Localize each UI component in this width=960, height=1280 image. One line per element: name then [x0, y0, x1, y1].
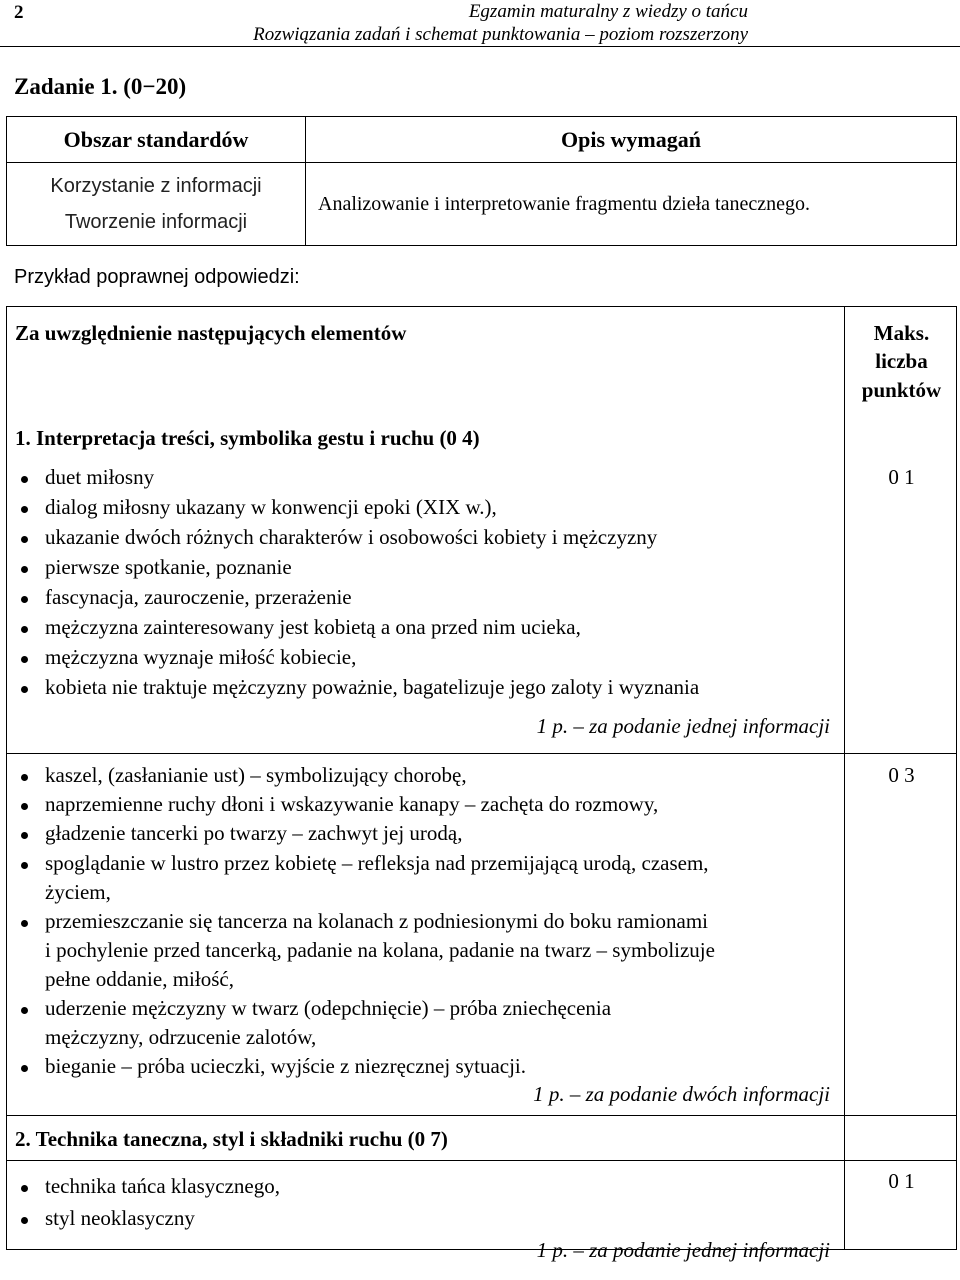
list-item: naprzemienne ruchy dłoni i wskazywanie kanapy – zachęta do rozmowy,	[45, 792, 659, 816]
bullet	[21, 506, 28, 513]
header-title-line1: Egzamin maturalny z wiedzy o tańcu	[468, 1, 748, 22]
group2-points: 0 3	[888, 763, 915, 787]
bullet	[21, 862, 28, 869]
group-divider-3	[7, 1160, 956, 1161]
points-header-line2: liczba	[875, 349, 928, 373]
bullet	[21, 476, 28, 483]
bullet	[21, 1065, 28, 1072]
standards-table	[6, 116, 957, 246]
list-item: styl neoklasyczny	[45, 1206, 195, 1230]
list-item-continuation: mężczyzny, odrzucenie zalotów,	[45, 1025, 317, 1049]
group3-note: 1 p. – za podanie jednej informacji	[536, 1238, 830, 1262]
list-item: uderzenie mężczyzny w twarz (odepchnięcie) – próba zniechęcenia	[45, 996, 612, 1020]
standards-col1-header: Obszar standardów	[7, 117, 306, 163]
example-label: Przykład poprawnej odpowiedzi:	[14, 266, 300, 288]
section2-title: 2. Technika taneczna, styl i składniki ruchu (0 7)	[15, 1127, 448, 1151]
list-item: technika tańca klasycznego,	[45, 1174, 280, 1198]
group-divider-1	[7, 753, 956, 754]
group1-note: 1 p. – za podanie jednej informacji	[536, 714, 830, 738]
standards-description: Analizowanie i interpretowanie fragmentu dzieła tanecznego.	[306, 163, 957, 246]
group2-note: 1 p. – za podanie dwóch informacji	[533, 1082, 830, 1106]
section1-title: 1. Interpretacja treści, symbolika gestu i ruchu (0 4)	[15, 426, 480, 450]
task-title: Zadanie 1. (0−20)	[14, 74, 187, 99]
group3-points: 0 1	[888, 1169, 915, 1193]
bullet	[21, 1007, 28, 1014]
bullet	[21, 566, 28, 573]
bullet	[21, 596, 28, 603]
bullet	[21, 1217, 28, 1224]
bullet	[21, 626, 28, 633]
list-item-continuation: życiem,	[45, 880, 111, 904]
list-item: kaszel, (zasłanianie ust) – symbolizujący chorobę,	[45, 763, 467, 787]
page-number: 2	[14, 2, 24, 23]
standards-area-cell	[7, 163, 306, 246]
list-item: przemieszczanie się tancerza na kolanach z podniesionymi do boku ramionami	[45, 909, 708, 933]
bullet	[21, 1185, 28, 1192]
points-header-line1: Maks.	[873, 321, 930, 345]
list-item: bieganie – próba ucieczki, wyjście z niezręcznej sytuacji.	[45, 1054, 527, 1078]
bullet	[21, 686, 28, 693]
bullet	[21, 832, 28, 839]
standards-area-line1: Korzystanie z informacji	[50, 175, 262, 197]
points-header-line3: punktów	[861, 378, 942, 402]
list-item: kobieta nie traktuje mężczyzny poważnie, bagatelizuje jego zaloty i wyznania	[45, 675, 700, 699]
elements-header: Za uwzględnienie następujących elementów	[15, 321, 407, 345]
scoring-table	[6, 306, 957, 1262]
bullet	[21, 803, 28, 810]
list-item: fascynacja, zauroczenie, przerażenie	[45, 585, 352, 609]
list-item: pierwsze spotkanie, poznanie	[45, 555, 292, 579]
list-item: ukazanie dwóch różnych charakterów i osobowości kobiety i mężczyzny	[45, 525, 658, 549]
list-item: spoglądanie w lustro przez kobietę – refleksja nad przemijającą urodą, czasem,	[45, 851, 709, 875]
list-item-continuation: i pochylenie przed tancerką, padanie na kolana, padanie na twarz – symbolizuje	[45, 938, 715, 962]
list-item: duet miłosny	[45, 465, 155, 489]
group-divider-2	[7, 1115, 956, 1116]
bullet	[21, 774, 28, 781]
header-divider	[0, 46, 960, 47]
list-item: gładzenie tancerki po twarzy – zachwyt jej urodą,	[45, 821, 463, 845]
list-item: mężczyzna zainteresowany jest kobietą a ona przed nim ucieka,	[45, 615, 581, 639]
list-item: dialog miłosny ukazany w konwencji epoki (XIX w.),	[45, 495, 497, 519]
standards-area-line2: Tworzenie informacji	[64, 211, 248, 233]
header-title-line2: Rozwiązania zadań i schemat punktowania – poziom rozszerzony	[253, 24, 748, 45]
bullet	[21, 536, 28, 543]
bullet	[21, 656, 28, 663]
list-item: mężczyzna wyznaje miłość kobiecie,	[45, 645, 357, 669]
standards-col2-header: Opis wymagań	[306, 117, 957, 163]
bullet	[21, 920, 28, 927]
list-item-continuation: pełne oddanie, miłość,	[45, 967, 234, 991]
group1-points: 0 1	[888, 465, 915, 489]
